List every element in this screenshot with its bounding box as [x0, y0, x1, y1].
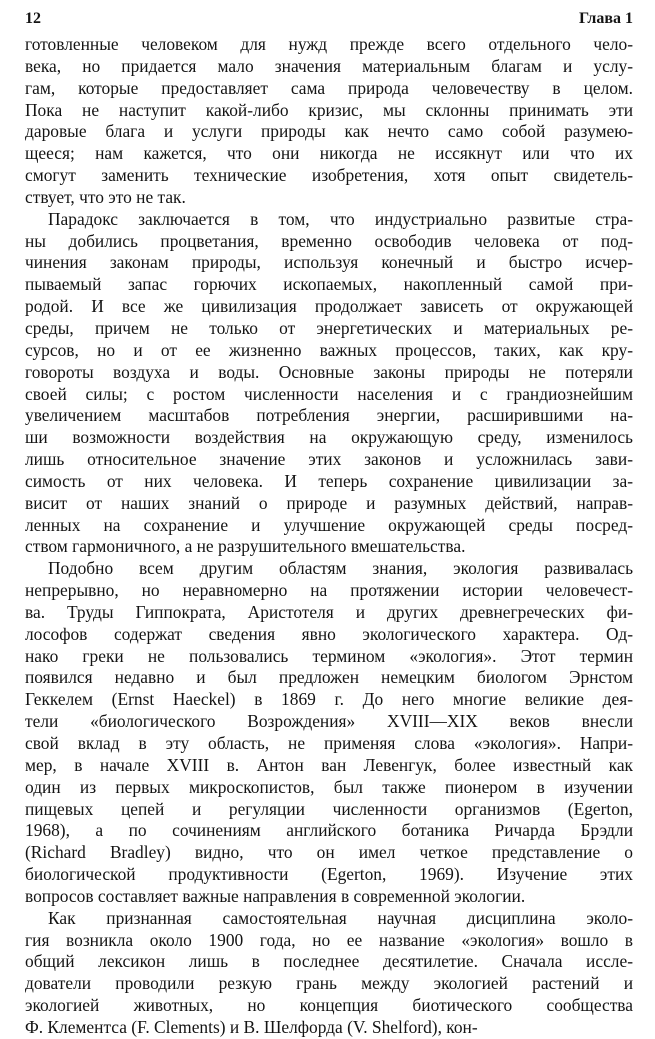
chapter-title: Глава 1: [579, 10, 633, 27]
text-line: тели «биологического Возрождения» XVIII—XIX веков внесли: [25, 711, 633, 732]
paragraph: [25, 209, 633, 559]
body-text: [25, 34, 633, 1039]
text-line: ны добились процветания, временно освободив человека от под-: [25, 230, 633, 251]
text-line: лософов содержат сведения явно экологического характера. Од-: [25, 623, 633, 644]
text-line: смогут заменить технические изобретения, хотя опыт свидетель-: [25, 165, 633, 186]
text-line: экологией животных, но концепция биотического сообщества: [25, 995, 633, 1016]
text-line: один из первых микроскопистов, был также пионером в изучении: [25, 776, 633, 797]
text-line: ствует, что это не так.: [25, 186, 186, 207]
text-line: (Richard Bradley) видно, что он имел четкое представление о: [25, 842, 633, 863]
text-line: Подобно всем другим областям знания, экология развивалась: [48, 558, 633, 579]
text-line: гам, которые предоставляет сама природа человечеству в целом.: [25, 77, 633, 98]
text-line: своей силы; с ростом численности населения и с грандиознейшим: [25, 383, 633, 404]
paragraph: [25, 34, 633, 209]
text-line: Ф. Клементса (F. Clements) и В. Шелфорда (V. Shelford), кон-: [25, 1016, 478, 1037]
text-line: ва. Труды Гиппократа, Аристотеля и других древнегреческих фи-: [25, 601, 633, 622]
book-page: [25, 8, 633, 1037]
text-line: чинения законам природы, используя конечный и быстро исчер-: [25, 252, 633, 273]
text-line: ленных на сохранение и улучшение окружающей среды посред-: [25, 514, 633, 535]
text-line: щееся; нам кажется, что они никогда не иссякнут или что их: [25, 143, 633, 164]
text-line: Как признанная самостоятельная научная дисциплина эколо-: [48, 907, 633, 928]
text-line: Парадокс заключается в том, что индустриально развитые стра-: [48, 208, 633, 229]
text-line: лишь относительное значение этих законов и усложнилась зави-: [25, 449, 633, 470]
page-number: 12: [25, 10, 41, 27]
text-line: увеличением масштабов потребления энергии, расширившими на-: [25, 405, 633, 426]
text-line: пываемый запас горючих ископаемых, накопленный самой при-: [25, 274, 633, 295]
text-line: мер, в начале XVIII в. Антон ван Левенгук, более известный как: [25, 754, 633, 775]
text-line: висит от наших знаний о природе и разумных действий, направ-: [25, 492, 633, 513]
text-line: 1968), а по сочинениям английского ботаника Ричарда Брэдли: [25, 820, 633, 841]
text-line: симость от них человека. И теперь сохранение цивилизации за-: [25, 470, 633, 491]
paragraph: [25, 908, 633, 1039]
text-line: родой. И все же цивилизация продолжает зависеть от окружающей: [25, 296, 633, 317]
text-line: Пока не наступит какой-либо кризис, мы склонны принимать эти: [25, 99, 633, 120]
text-line: непрерывно, но неравномерно на протяжении истории человечест-: [25, 580, 633, 601]
text-line: общий лексикон лишь в последнее десятилетие. Сначала иссле-: [25, 951, 633, 972]
text-line: биологической продуктивности (Egerton, 1969). Изучение этих: [25, 864, 633, 885]
text-line: ши возможности воздействия на окружающую среду, изменилось: [25, 427, 633, 448]
text-line: века, но придается мало значения материальным благам и услу-: [25, 55, 633, 76]
text-line: дователи проводили резкую грань между экологией растений и: [25, 973, 633, 994]
text-line: Геккелем (Ernst Haeckel) в 1869 г. До него многие великие дея-: [25, 689, 633, 710]
text-line: вопросов составляет важные направления в современной экологии.: [25, 885, 526, 906]
running-head: [25, 8, 633, 34]
text-line: пищевых цепей и регуляции численности организмов (Egerton,: [25, 798, 633, 819]
text-line: гия возникла около 1900 года, но ее название «экология» вошло в: [25, 929, 633, 950]
text-line: сурсов, но и от ее жизненно важных процессов, таких, как кру-: [25, 339, 633, 360]
text-line: появился недавно и был предложен немецким биологом Эрнстом: [25, 667, 633, 688]
text-line: свой вклад в эту область, не применяя слова «экология». Напри-: [25, 733, 633, 753]
text-line: среды, причем не только от энергетических и материальных ре-: [25, 317, 633, 338]
paragraph: [25, 558, 633, 908]
text-line: нако греки не пользовались термином «экология». Этот термин: [25, 645, 633, 666]
text-line: говороты воздуха и воды. Основные законы природы не потеряли: [25, 361, 633, 382]
text-line: даровые блага и услуги природы как нечто само собой разумею-: [25, 121, 633, 142]
text-line: готовленные человеком для нужд прежде всего отдельного чело-: [25, 34, 633, 54]
text-line: ством гармоничного, а не разрушительного вмешательства.: [25, 536, 466, 557]
